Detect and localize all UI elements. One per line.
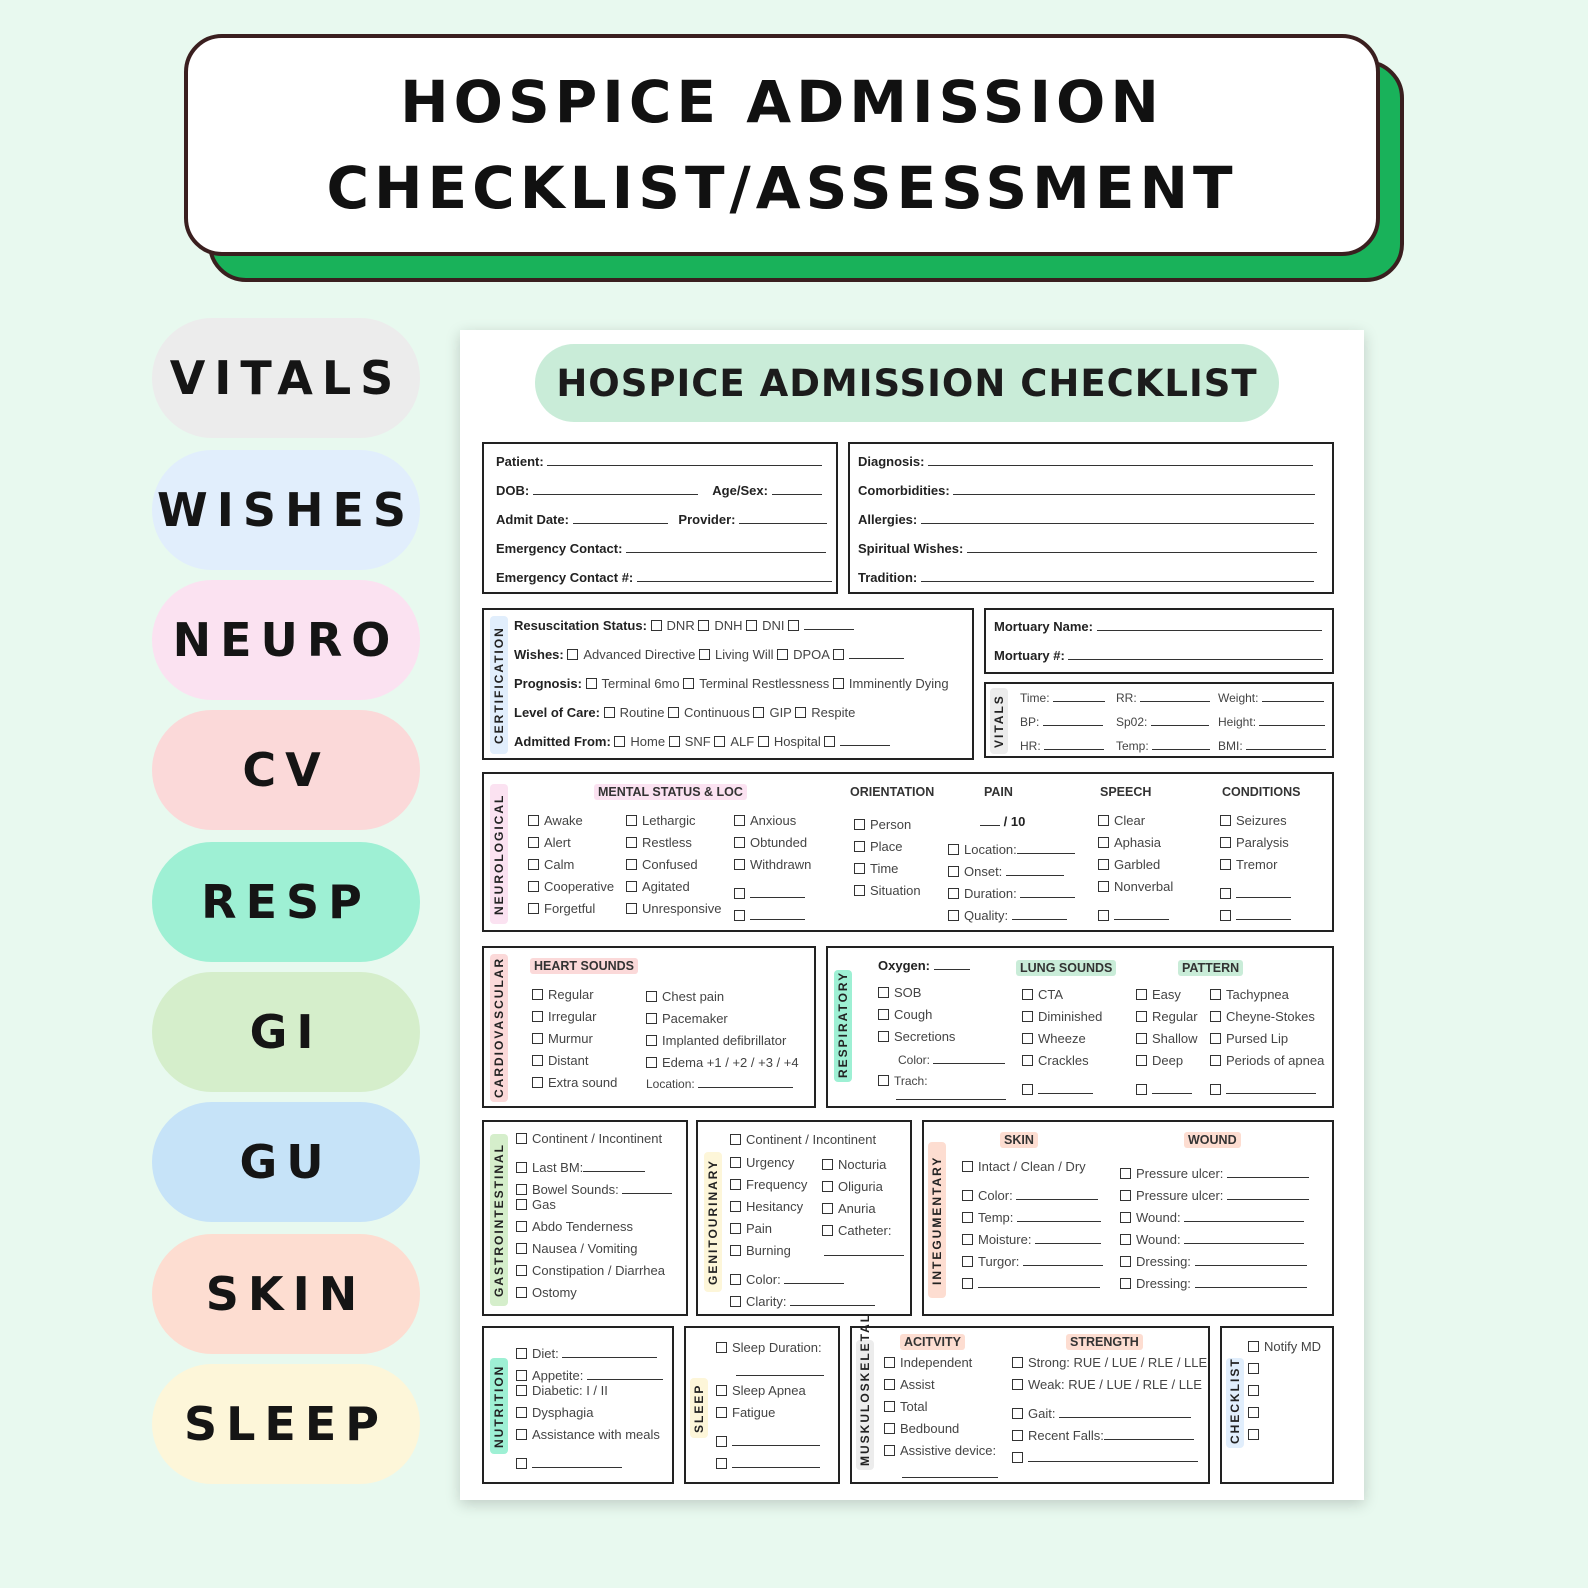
integumentary-label: INTEGUMENTARY [928, 1142, 946, 1298]
assistive-device-checkbox[interactable]: Assistive device: [884, 1440, 996, 1462]
gi-continent-checkbox[interactable]: Continent / Incontinent [516, 1128, 672, 1150]
activity-heading: ACITVITY [900, 1334, 965, 1350]
sleep-apnea-checkbox[interactable]: Sleep Apnea [716, 1380, 820, 1402]
heart-col-2 [646, 986, 799, 1074]
lung-sounds-col [1022, 984, 1102, 1094]
resus-label: Resuscitation Status: [514, 618, 647, 633]
vitals-label: VITALS [990, 688, 1008, 754]
integumentary-box [922, 1120, 1334, 1316]
vitals-box [984, 682, 1334, 758]
pain-col [948, 832, 1075, 923]
oxygen-label: Oxygen: [878, 958, 931, 973]
cta-checkbox[interactable]: CTA [1022, 984, 1102, 1006]
pursed-lip-checkbox[interactable]: Pursed Lip [1210, 1028, 1324, 1050]
anxious-checkbox[interactable]: Anxious [734, 810, 811, 832]
independent-checkbox[interactable]: Independent [884, 1352, 996, 1374]
checklist-box [1220, 1326, 1334, 1484]
pattern-other-checkbox[interactable] [1136, 1072, 1198, 1094]
living-will-checkbox[interactable]: Living Will [699, 647, 774, 662]
terminal-6mo-checkbox[interactable]: Terminal 6mo [586, 676, 680, 691]
easy-checkbox[interactable]: Easy [1136, 984, 1198, 1006]
nutrition-box [482, 1326, 674, 1484]
bp-label: BP: [1020, 715, 1040, 729]
wheeze-checkbox[interactable]: Wheeze [1022, 1028, 1102, 1050]
header-title-line2: CHECKLIST/ASSESSMENT [326, 154, 1238, 222]
diabetic-checkbox[interactable]: Diabetic: I / II [516, 1380, 663, 1402]
dnh-checkbox[interactable]: DNH [698, 618, 742, 633]
prognosis-label: Prognosis: [514, 676, 582, 691]
nutrition-label: NUTRITION [490, 1358, 508, 1454]
last-bm-field[interactable]: Last BM: [516, 1150, 672, 1172]
skin-temp-field[interactable]: Temp: [962, 1200, 1103, 1222]
gu-continent-checkbox[interactable]: Continent / Incontinent [730, 1132, 876, 1147]
mortuary-number-label: Mortuary #: [994, 648, 1065, 663]
gip-checkbox[interactable]: GIP [753, 705, 791, 720]
urgency-checkbox[interactable]: Urgency [730, 1152, 875, 1174]
home-checkbox[interactable]: Home [614, 734, 665, 749]
neurological-box [482, 772, 1334, 932]
skin-moisture-field[interactable]: Moisture: [962, 1222, 1103, 1244]
wishes-other-checkbox[interactable] [833, 647, 849, 662]
document-title: HOSPICE ADMISSION CHECKLIST [535, 344, 1279, 422]
mortuary-box [984, 608, 1334, 674]
respiratory-label: RESPIRATORY [834, 970, 852, 1082]
diet-field[interactable]: Diet: [516, 1336, 663, 1358]
burning-checkbox[interactable]: Burning [730, 1240, 875, 1262]
cough-checkbox[interactable]: Cough [878, 1004, 955, 1026]
activity-col [884, 1352, 996, 1462]
pill-wishes: WISHES [152, 450, 420, 570]
restless-checkbox[interactable]: Restless [626, 832, 722, 854]
assistance-with-meals-checkbox[interactable]: Assistance with meals [516, 1424, 663, 1446]
cardiovascular-label: CARDIOVASCULAR [490, 954, 508, 1102]
pill-gi: GI [152, 972, 420, 1092]
nausea-vomiting-checkbox[interactable]: Nausea / Vomiting [516, 1238, 672, 1260]
continuous-checkbox[interactable]: Continuous [668, 705, 750, 720]
aphasia-checkbox[interactable]: Aphasia [1098, 832, 1173, 854]
extra-sound-checkbox[interactable]: Extra sound [532, 1072, 617, 1094]
respite-checkbox[interactable]: Respite [795, 705, 855, 720]
cooperative-checkbox[interactable]: Cooperative [528, 876, 614, 898]
hr-label: HR: [1020, 739, 1041, 753]
recent-falls-field[interactable]: Recent Falls: [1012, 1418, 1207, 1440]
withdrawn-checkbox[interactable]: Withdrawn [734, 854, 811, 876]
admitted-other-checkbox[interactable] [824, 734, 840, 749]
heart-sounds-heading: HEART SOUNDS [530, 958, 638, 974]
wound-heading: WOUND [1184, 1132, 1241, 1148]
pill-resp: RESP [152, 842, 420, 962]
skin-other-checkbox[interactable] [962, 1266, 1103, 1288]
diagnosis-label: Diagnosis: [858, 454, 925, 469]
pattern-heading: PATTERN [1178, 960, 1243, 976]
pain-heading: PAIN [984, 785, 1013, 799]
lung-other-checkbox[interactable] [1022, 1072, 1102, 1094]
routine-checkbox[interactable]: Routine [604, 705, 665, 720]
allergies-label: Allergies: [858, 512, 918, 527]
distant-checkbox[interactable]: Distant [532, 1050, 617, 1072]
irregular-checkbox[interactable]: Irregular [532, 1006, 617, 1028]
calm-checkbox[interactable]: Calm [528, 854, 614, 876]
speech-other-checkbox[interactable] [1098, 898, 1173, 920]
weight-label: Weight: [1218, 691, 1259, 705]
skin-col [962, 1156, 1103, 1288]
ostomy-checkbox[interactable]: Ostomy [516, 1282, 672, 1304]
dob-label: DOB: [496, 483, 530, 498]
hospital-checkbox[interactable]: Hospital [758, 734, 821, 749]
obtunded-checkbox[interactable]: Obtunded [734, 832, 811, 854]
location-label: Location: [646, 1077, 695, 1091]
tradition-label: Tradition: [858, 570, 918, 585]
mortuary-name-label: Mortuary Name: [994, 619, 1093, 634]
gastrointestinal-label: GASTROINTESTINAL [490, 1134, 508, 1306]
strong-checkbox[interactable]: Strong: RUE / LUE / RLE / LLE [1012, 1352, 1207, 1374]
urine-clarity-field[interactable]: Clarity: [730, 1284, 875, 1306]
oliguria-checkbox[interactable]: Oliguria [822, 1176, 891, 1198]
checklist-document [460, 330, 1364, 1500]
sob-checkbox[interactable]: SOB [878, 982, 955, 1004]
anuria-checkbox[interactable]: Anuria [822, 1198, 891, 1220]
pattern-col-1 [1136, 984, 1198, 1094]
gi-col [516, 1128, 672, 1304]
patient-info-box [482, 442, 838, 594]
diagnosis-box [848, 442, 1334, 594]
sleep-other-checkbox[interactable] [716, 1424, 820, 1446]
conditions-heading: CONDITIONS [1222, 785, 1301, 799]
weak-checkbox[interactable]: Weak: RUE / LUE / RLE / LLE [1012, 1374, 1207, 1396]
secretion-color-label: Color: [898, 1053, 931, 1067]
wishes-label: Wishes: [514, 647, 564, 662]
height-label: Height: [1218, 715, 1257, 729]
gait-field[interactable]: Gait: [1012, 1396, 1207, 1418]
gu-col-2 [822, 1154, 891, 1242]
skin-heading: SKIN [1000, 1132, 1038, 1148]
sleep-box [684, 1326, 840, 1484]
periods-of-apnea-checkbox[interactable]: Periods of apnea [1210, 1050, 1324, 1072]
pain-quality-field[interactable]: Quality: [948, 898, 1075, 920]
pill-gu: GU [152, 1102, 420, 1222]
regular-pattern-checkbox[interactable]: Regular [1136, 1006, 1198, 1028]
dressing-field-1[interactable]: Dressing: [1120, 1244, 1309, 1266]
fatigue-checkbox[interactable]: Fatigue [716, 1402, 820, 1424]
sleep-duration-checkbox[interactable] [716, 1340, 732, 1355]
wound-col [1120, 1156, 1309, 1291]
provider-label: Provider: [678, 512, 736, 527]
deep-checkbox[interactable]: Deep [1136, 1050, 1198, 1072]
checklist-item-checkbox[interactable] [1248, 1402, 1321, 1424]
bedbound-checkbox[interactable]: Bedbound [884, 1418, 996, 1440]
catheter-checkbox[interactable]: Catheter: [822, 1220, 891, 1242]
certification-label: CERTIFICATION [490, 616, 508, 754]
musculoskeletal-box [850, 1312, 1210, 1484]
situation-checkbox[interactable]: Situation [854, 880, 921, 902]
alert-checkbox[interactable]: Alert [528, 832, 614, 854]
checklist-item-checkbox[interactable] [1248, 1424, 1321, 1446]
time-label: Time: [1020, 691, 1050, 705]
sleep-other-checkbox[interactable] [716, 1446, 820, 1468]
cheyne-stokes-checkbox[interactable]: Cheyne-Stokes [1210, 1006, 1324, 1028]
checklist-item-checkbox[interactable] [1248, 1380, 1321, 1402]
dysphagia-checkbox[interactable]: Dysphagia [516, 1402, 663, 1424]
mental-col-3 [734, 810, 811, 920]
mental-status-heading: MENTAL STATUS & LOC [594, 784, 747, 800]
garbled-checkbox[interactable]: Garbled [1098, 854, 1173, 876]
regular-checkbox[interactable]: Regular [532, 984, 617, 1006]
gastrointestinal-box [482, 1120, 688, 1316]
conditions-other-checkbox[interactable] [1220, 876, 1291, 898]
skin-color-field[interactable]: Color: [962, 1178, 1103, 1200]
wound-field-1[interactable]: Wound: [1120, 1200, 1309, 1222]
sleep-label: SLEEP [690, 1378, 708, 1438]
dressing-field-2[interactable]: Dressing: [1120, 1266, 1309, 1288]
place-checkbox[interactable]: Place [854, 836, 921, 858]
sleep-col [716, 1380, 820, 1468]
crackles-checkbox[interactable]: Crackles [1022, 1050, 1102, 1072]
gas-checkbox[interactable]: Gas [516, 1194, 672, 1216]
murmur-checkbox[interactable]: Murmur [532, 1028, 617, 1050]
snf-checkbox[interactable]: SNF [669, 734, 711, 749]
terminal-restlessness-checkbox[interactable]: Terminal Restlessness [683, 676, 829, 691]
nocturia-checkbox[interactable]: Nocturia [822, 1154, 891, 1176]
nutrition-col [516, 1336, 663, 1468]
pressure-ulcer-field-2[interactable]: Pressure ulcer: [1120, 1178, 1309, 1200]
strength-col [1012, 1352, 1207, 1462]
emergency-contact-label: Emergency Contact: [496, 541, 623, 556]
pain-duration-field[interactable]: Duration: [948, 876, 1075, 898]
clear-checkbox[interactable]: Clear [1098, 810, 1173, 832]
bmi-label: BMI: [1218, 739, 1243, 753]
resp-col-1 [878, 982, 955, 1048]
conditions-col [1220, 810, 1291, 920]
spiritual-wishes-label: Spiritual Wishes: [858, 541, 964, 556]
trach-label: Trach: [894, 1074, 928, 1088]
lethargic-checkbox[interactable]: Lethargic [626, 810, 722, 832]
intact-clean-dry-checkbox[interactable]: Intact / Clean / Dry [962, 1156, 1103, 1178]
secretions-checkbox[interactable]: Secretions [878, 1026, 955, 1048]
assist-checkbox[interactable]: Assist [884, 1374, 996, 1396]
urine-color-field[interactable]: Color: [730, 1262, 875, 1284]
awake-checkbox[interactable]: Awake [528, 810, 614, 832]
appetite-field[interactable]: Appetite: [516, 1358, 663, 1380]
pill-sleep: SLEEP [152, 1364, 420, 1484]
mental-col-2 [626, 810, 722, 920]
pattern-col-2 [1210, 984, 1324, 1094]
certification-box [482, 608, 974, 760]
person-checkbox[interactable]: Person [854, 814, 921, 836]
strength-heading: STRENGTH [1066, 1334, 1143, 1350]
chest-pain-checkbox[interactable]: Chest pain [646, 986, 799, 1008]
checklist-col [1248, 1336, 1321, 1446]
dni-checkbox[interactable]: DNI [746, 618, 784, 633]
admit-date-label: Admit Date: [496, 512, 569, 527]
bowel-sounds-field[interactable]: Bowel Sounds: [516, 1172, 672, 1194]
diminished-checkbox[interactable]: Diminished [1022, 1006, 1102, 1028]
patient-label: Patient: [496, 454, 544, 469]
orientation-heading: ORIENTATION [850, 785, 935, 799]
tachypnea-checkbox[interactable]: Tachypnea [1210, 984, 1324, 1006]
time-checkbox[interactable]: Time [854, 858, 921, 880]
notify-md-checkbox[interactable]: Notify MD [1248, 1336, 1321, 1358]
mental-col-1 [528, 810, 614, 920]
temp-label: Temp: [1116, 739, 1149, 753]
spo2-label: Sp02: [1116, 715, 1148, 729]
gu-pain-checkbox[interactable]: Pain [730, 1218, 875, 1240]
lung-sounds-heading: LUNG SOUNDS [1016, 960, 1116, 976]
shallow-checkbox[interactable]: Shallow [1136, 1028, 1198, 1050]
paralysis-checkbox[interactable]: Paralysis [1220, 832, 1291, 854]
level-of-care-label: Level of Care: [514, 705, 600, 720]
header-title-line1: HOSPICE ADMISSION [400, 68, 1164, 136]
strength-other-checkbox[interactable] [1012, 1440, 1207, 1462]
advanced-directive-checkbox[interactable]: Advanced Directive [567, 647, 695, 662]
pattern-other-2-checkbox[interactable] [1210, 1072, 1324, 1094]
edema-checkbox[interactable]: Edema +1 / +2 / +3 / +4 [646, 1052, 799, 1074]
mental-other-checkbox[interactable] [734, 898, 811, 920]
emergency-contact-number-label: Emergency Contact #: [496, 570, 634, 585]
pill-neuro: NEURO [152, 580, 420, 700]
genitourinary-label: GENITOURINARY [704, 1152, 722, 1292]
alf-checkbox[interactable]: ALF [714, 734, 754, 749]
total-checkbox[interactable]: Total [884, 1396, 996, 1418]
conditions-other-checkbox[interactable] [1220, 898, 1291, 920]
cardiovascular-box [482, 946, 816, 1108]
pill-vitals: VITALS [152, 318, 420, 438]
dpoa-checkbox[interactable]: DPOA [777, 647, 829, 662]
pain-location-field[interactable]: Location: [948, 832, 1075, 854]
trach-checkbox[interactable] [878, 1074, 894, 1088]
age-sex-label: Age/Sex: [712, 483, 768, 498]
pacemaker-checkbox[interactable]: Pacemaker [646, 1008, 799, 1030]
header-banner [184, 34, 1380, 256]
nutrition-other-checkbox[interactable] [516, 1446, 663, 1468]
dnr-checkbox[interactable]: DNR [651, 618, 695, 633]
pain-scale-label: / 10 [1003, 814, 1026, 829]
pill-skin: SKIN [152, 1234, 420, 1354]
frequency-checkbox[interactable]: Frequency [730, 1174, 875, 1196]
mental-other-checkbox[interactable] [734, 876, 811, 898]
pressure-ulcer-field-1[interactable]: Pressure ulcer: [1120, 1156, 1309, 1178]
confused-checkbox[interactable]: Confused [626, 854, 722, 876]
constipation-diarrhea-checkbox[interactable]: Constipation / Diarrhea [516, 1260, 672, 1282]
tremor-checkbox[interactable]: Tremor [1220, 854, 1291, 876]
forgetful-checkbox[interactable]: Forgetful [528, 898, 614, 920]
nonverbal-checkbox[interactable]: Nonverbal [1098, 876, 1173, 898]
resus-other-checkbox[interactable] [788, 618, 804, 633]
pill-cv: CV [152, 710, 420, 830]
skin-turgor-field[interactable]: Turgor: [962, 1244, 1103, 1266]
respiratory-box [826, 946, 1334, 1108]
genitourinary-box [696, 1120, 912, 1316]
unresponsive-checkbox[interactable]: Unresponsive [626, 898, 722, 920]
rr-label: RR: [1116, 691, 1137, 705]
heart-col-1 [532, 984, 617, 1094]
speech-col [1098, 810, 1173, 920]
orientation-col [854, 814, 921, 902]
seizures-checkbox[interactable]: Seizures [1220, 810, 1291, 832]
neurological-label: NEUROLOGICAL [490, 784, 508, 924]
admitted-from-label: Admitted From: [514, 734, 611, 749]
hesitancy-checkbox[interactable]: Hesitancy [730, 1196, 875, 1218]
implanted-defibrillator-checkbox[interactable]: Implanted defibrillator [646, 1030, 799, 1052]
checklist-label: CHECKLIST [1226, 1358, 1244, 1448]
imminently-dying-checkbox[interactable]: Imminently Dying [833, 676, 949, 691]
sleep-duration-label: Sleep Duration: [732, 1340, 822, 1355]
wound-field-2[interactable]: Wound: [1120, 1222, 1309, 1244]
abdo-tenderness-checkbox[interactable]: Abdo Tenderness [516, 1216, 672, 1238]
comorbidities-label: Comorbidities: [858, 483, 950, 498]
musculoskeletal-label: MUSKULOSKELETAL [856, 1340, 874, 1470]
agitated-checkbox[interactable]: Agitated [626, 876, 722, 898]
checklist-item-checkbox[interactable] [1248, 1358, 1321, 1380]
speech-heading: SPEECH [1100, 785, 1152, 799]
pain-onset-field[interactable]: Onset: [948, 854, 1075, 876]
